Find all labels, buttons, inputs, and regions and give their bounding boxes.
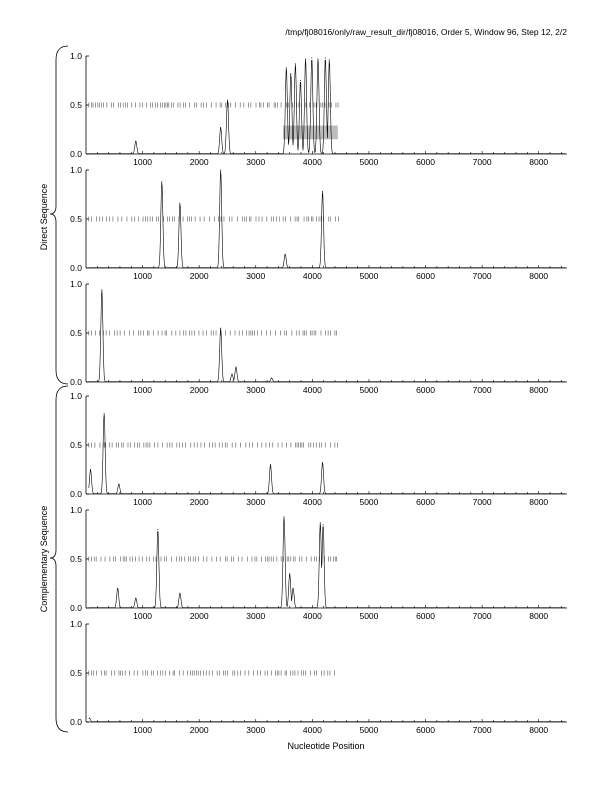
y-tick-label: 0.5 <box>70 100 82 110</box>
group-labels <box>39 46 68 732</box>
x-tick-label: 7000 <box>472 611 492 621</box>
panel-1 <box>70 51 567 167</box>
y-tick-label: 0.0 <box>70 489 82 499</box>
x-tick-label: 4000 <box>302 497 322 507</box>
x-tick-label: 7000 <box>472 385 492 395</box>
x-tick-label: 5000 <box>359 385 379 395</box>
x-tick-label: 7000 <box>472 725 492 735</box>
peak-point <box>318 58 319 59</box>
x-tick-label: 4000 <box>302 271 322 281</box>
peak-point <box>293 588 294 589</box>
y-tick-label: 1.0 <box>70 505 82 515</box>
direct-sequence-brace <box>50 46 68 384</box>
x-tick-label: 3000 <box>246 611 266 621</box>
peak-point <box>305 58 306 59</box>
panel-3 <box>70 279 567 395</box>
peak-point <box>117 588 118 589</box>
figure-header: /tmp/fj08016/only/raw_result_dir/fj08016, Order 5, Window 96, Step 12, 2/2 <box>285 27 567 37</box>
x-tick-label: 3000 <box>246 385 266 395</box>
peak-point <box>118 484 119 485</box>
complementary-sequence-label: Complementary Sequence <box>39 505 49 613</box>
probability-curve <box>89 171 566 268</box>
direct-sequence-label: Direct Sequence <box>39 183 49 251</box>
y-tick-label: 0.0 <box>70 377 82 387</box>
x-tick-label: 2000 <box>189 157 209 167</box>
x-tick-label: 8000 <box>529 271 549 281</box>
x-tick-label: 8000 <box>529 725 549 735</box>
y-tick-label: 0.0 <box>70 263 82 273</box>
peak-point <box>320 522 321 523</box>
peak-point <box>325 57 326 58</box>
x-tick-label: 5000 <box>359 725 379 735</box>
x-tick-label: 2000 <box>189 497 209 507</box>
x-tick-label: 6000 <box>416 611 435 621</box>
peak-point <box>179 593 180 594</box>
x-tick-label: 3000 <box>246 271 266 281</box>
y-tick-label: 0.0 <box>70 149 82 159</box>
x-tick-label: 4000 <box>302 725 322 735</box>
x-tick-label: 1000 <box>133 157 153 167</box>
y-tick-label: 1.0 <box>70 51 82 61</box>
peak-point <box>231 374 232 375</box>
peak-point <box>289 573 290 574</box>
x-tick-label: 8000 <box>529 611 549 621</box>
peak-point <box>329 59 330 60</box>
peak-point <box>220 328 221 329</box>
y-tick-label: 0.5 <box>70 668 82 678</box>
x-tick-label: 7000 <box>472 271 492 281</box>
probability-curve <box>89 290 566 381</box>
probability-curve <box>89 517 566 607</box>
x-tick-label: 7000 <box>472 497 492 507</box>
peak-point <box>179 203 180 204</box>
y-tick-label: 1.0 <box>70 165 82 175</box>
x-tick-label: 5000 <box>359 497 379 507</box>
x-tick-label: 4000 <box>302 385 322 395</box>
peak-point <box>235 367 236 368</box>
panel-6 <box>70 619 567 735</box>
peak-point <box>227 100 228 101</box>
peak-point <box>157 529 158 530</box>
y-tick-label: 0.0 <box>70 717 82 727</box>
orf-marks <box>89 217 339 222</box>
peak-point <box>286 67 287 68</box>
complementary-sequence-brace <box>50 386 68 732</box>
orf-marks <box>89 331 337 336</box>
panels <box>70 51 567 735</box>
peak-point <box>220 170 221 171</box>
peak-point <box>101 289 102 290</box>
peak-point <box>311 57 312 58</box>
panel-5 <box>70 505 567 621</box>
peak-point <box>284 516 285 517</box>
x-tick-label: 5000 <box>359 271 379 281</box>
x-tick-label: 8000 <box>529 497 549 507</box>
y-tick-label: 0.5 <box>70 214 82 224</box>
y-tick-label: 1.0 <box>70 619 82 629</box>
x-tick-label: 4000 <box>302 611 322 621</box>
peak-point <box>90 469 91 470</box>
peak-point <box>300 80 301 81</box>
x-tick-label: 6000 <box>416 725 435 735</box>
y-tick-label: 0.5 <box>70 328 82 338</box>
peak-point <box>161 181 162 182</box>
probability-curve <box>89 60 566 154</box>
x-tick-label: 8000 <box>529 385 549 395</box>
x-tick-label: 1000 <box>133 271 153 281</box>
x-axis-label: Nucleotide Position <box>287 741 365 751</box>
x-tick-label: 3000 <box>246 157 266 167</box>
x-tick-label: 6000 <box>416 497 435 507</box>
y-tick-label: 1.0 <box>70 391 82 401</box>
peak-point <box>323 524 324 525</box>
probability-curve <box>89 414 566 494</box>
x-tick-label: 1000 <box>133 497 153 507</box>
peak-point <box>135 141 136 142</box>
x-tick-label: 2000 <box>189 611 209 621</box>
orf-marks <box>89 671 335 676</box>
x-tick-label: 7000 <box>472 157 492 167</box>
orf-marks <box>89 557 337 562</box>
x-tick-label: 6000 <box>416 271 435 281</box>
x-tick-label: 6000 <box>416 385 435 395</box>
x-tick-label: 2000 <box>189 271 209 281</box>
x-tick-label: 8000 <box>529 157 549 167</box>
probability-curve <box>89 718 566 722</box>
x-tick-label: 4000 <box>302 157 322 167</box>
peak-point <box>220 127 221 128</box>
peak-point <box>135 598 136 599</box>
peak-point <box>271 378 272 379</box>
x-tick-label: 2000 <box>189 385 209 395</box>
x-tick-label: 3000 <box>246 497 266 507</box>
y-tick-label: 0.5 <box>70 440 82 450</box>
y-tick-label: 1.0 <box>70 279 82 289</box>
y-tick-label: 0.5 <box>70 554 82 564</box>
x-tick-label: 2000 <box>189 725 209 735</box>
peak-point <box>290 73 291 74</box>
peak-point <box>322 191 323 192</box>
orf-marks <box>89 443 337 448</box>
panel-2 <box>70 165 567 281</box>
panel-4 <box>70 391 567 507</box>
peak-point <box>285 254 286 255</box>
peak-point <box>295 63 296 64</box>
x-tick-label: 6000 <box>416 157 435 167</box>
x-tick-label: 1000 <box>133 385 153 395</box>
x-tick-label: 1000 <box>133 611 153 621</box>
x-tick-label: 5000 <box>359 157 379 167</box>
peak-point <box>104 413 105 414</box>
peak-point <box>89 718 90 719</box>
x-tick-label: 3000 <box>246 725 266 735</box>
x-tick-label: 1000 <box>133 725 153 735</box>
peak-point <box>270 464 271 465</box>
orf-marks <box>89 103 338 108</box>
peak-point <box>322 462 323 463</box>
y-tick-label: 0.0 <box>70 603 82 613</box>
x-tick-label: 5000 <box>359 611 379 621</box>
